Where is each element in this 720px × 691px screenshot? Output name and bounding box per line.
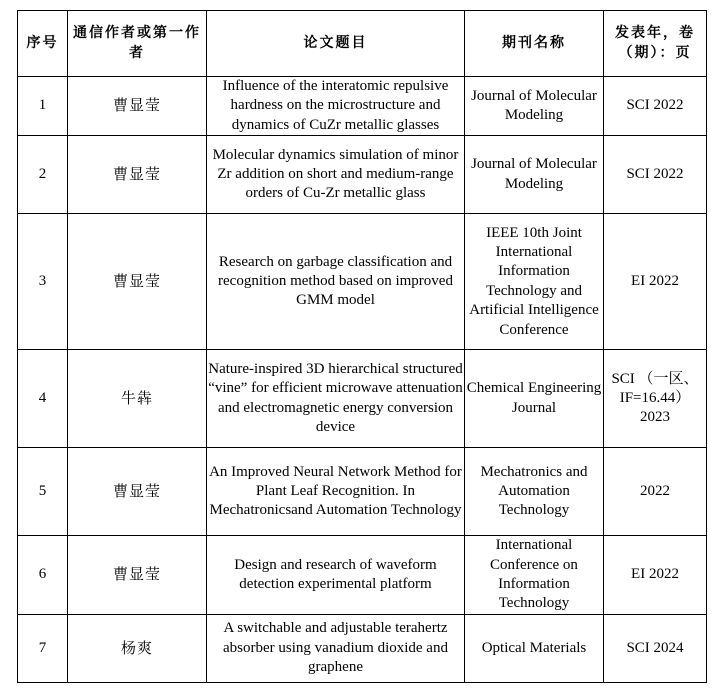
row-journal: International Conference on Information Technology <box>465 536 604 615</box>
row-author: 曹显莹 <box>68 136 207 214</box>
row-journal: Journal of Molecular Modeling <box>465 136 604 214</box>
table-row <box>18 614 707 682</box>
row-number: 3 <box>18 214 68 350</box>
header-publication-info: 发表年，卷（期）：页 <box>604 11 707 77</box>
row-number: 5 <box>18 448 68 536</box>
row-number: 7 <box>18 614 68 682</box>
table-row <box>18 136 707 214</box>
row-number: 6 <box>18 536 68 615</box>
header-serial-number: 序号 <box>18 11 68 77</box>
row-title: An Improved Neural Network Method for Plant Leaf Recognition. In Mechatronicsand Automation Technology <box>207 448 465 536</box>
row-title: Design and research of waveform detection experimental platform <box>207 536 465 615</box>
row-journal: IEEE 10th Joint International Information Technology and Artificial Intelligence Conference <box>465 214 604 350</box>
row-journal: Mechatronics and Automation Technology <box>465 448 604 536</box>
row-number: 1 <box>18 77 68 136</box>
row-title: Molecular dynamics simulation of minor Zr addition on short and medium-range orders of Cu-Zr metallic glass <box>207 136 465 214</box>
publications-table <box>17 10 707 683</box>
header-paper-title: 论文题目 <box>207 11 465 77</box>
row-journal: Optical Materials <box>465 614 604 682</box>
header-author: 通信作者或第一作者 <box>68 11 207 77</box>
row-publication: EI 2022 <box>604 536 707 615</box>
row-number: 2 <box>18 136 68 214</box>
row-number: 4 <box>18 350 68 448</box>
table-row <box>18 536 707 615</box>
row-author: 曹显莹 <box>68 536 207 615</box>
row-publication: EI 2022 <box>604 214 707 350</box>
header-journal-name: 期刊名称 <box>465 11 604 77</box>
row-publication: 2022 <box>604 448 707 536</box>
row-author: 牛犇 <box>68 350 207 448</box>
table-header-row <box>18 11 707 77</box>
row-title: A switchable and adjustable terahertz absorber using vanadium dioxide and graphene <box>207 614 465 682</box>
row-title: Influence of the interatomic repulsive hardness on the microstructure and dynamics of CuZr metallic glasses <box>207 77 465 136</box>
row-title: Nature-inspired 3D hierarchical structured “vine” for efficient microwave attenuation and electromagnetic energy conversion device <box>207 350 465 448</box>
row-publication: SCI 2024 <box>604 614 707 682</box>
table-row <box>18 77 707 136</box>
table-row <box>18 350 707 448</box>
table-row <box>18 214 707 350</box>
table-row <box>18 448 707 536</box>
row-author: 曹显莹 <box>68 214 207 350</box>
row-title: Research on garbage classification and recognition method based on improved GMM model <box>207 214 465 350</box>
row-journal: Journal of Molecular Modeling <box>465 77 604 136</box>
row-publication: SCI 2022 <box>604 136 707 214</box>
row-journal: Chemical Engineering Journal <box>465 350 604 448</box>
row-author: 曹显莹 <box>68 448 207 536</box>
row-author: 曹显莹 <box>68 77 207 136</box>
row-author: 杨爽 <box>68 614 207 682</box>
row-publication: SCI （一区、IF=16.44） 2023 <box>604 350 707 448</box>
row-publication: SCI 2022 <box>604 77 707 136</box>
